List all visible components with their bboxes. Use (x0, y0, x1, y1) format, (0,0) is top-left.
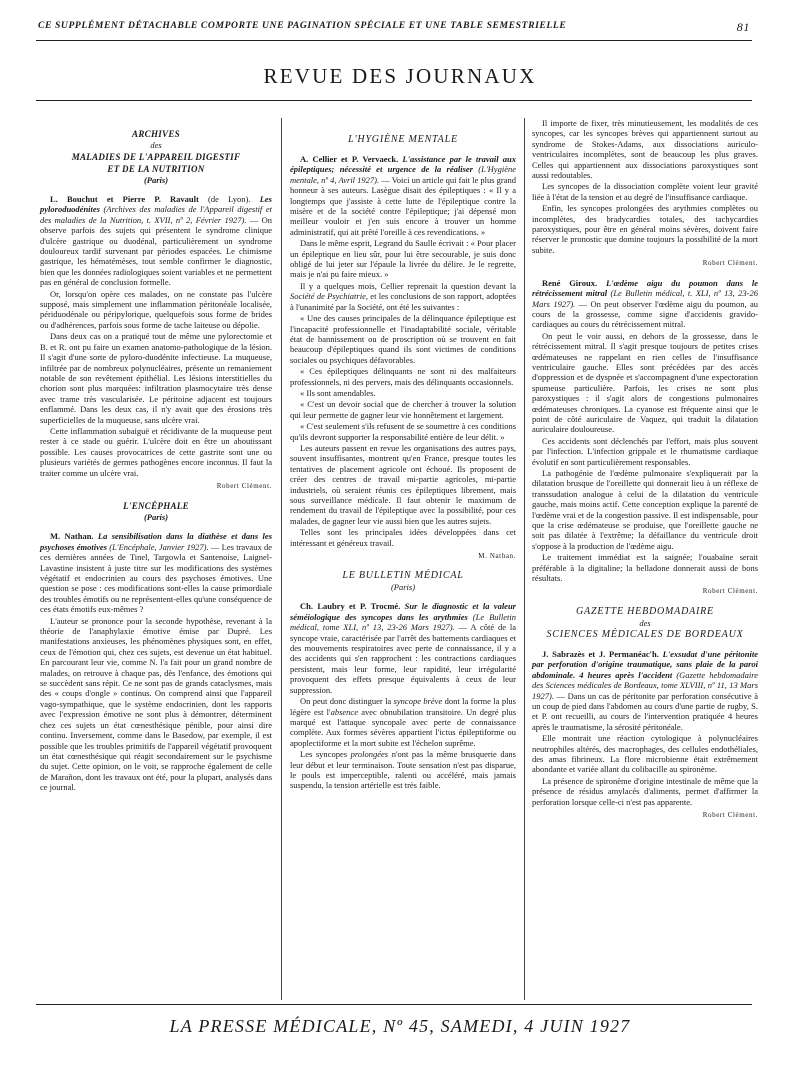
article-title: L'exsudat d'une péritonite par perforation d'origine traumatique, sans plaie de la paroi abdominale. 4 heures après l'accident (532, 648, 758, 680)
article-paragraph: Dans le même esprit, Legrand du Saulle écrivait : « Pour placer un épileptique en lieu sûr, pour lui être secourable, je suis donc obligé de lui jeter sur l'épaule la livrée du délire. Je le regrette, mais je n'ai pu faire mieux. » (290, 238, 516, 280)
article-reference: (Gazette hebdomadaire des Sciences médicales de Bordeaux, tome XLVIII, nº 11, 13 Mars 1927). (532, 669, 758, 701)
article-title: Les pyloroduodénites (40, 194, 272, 215)
section-place: (Paris) (143, 512, 169, 523)
article-authors: René Giroux. (542, 277, 598, 288)
article-paragraph: Or, lorsqu'on opère ces malades, on ne constate pas l'ulcère supposé, mais simplement une inflammation péritonéale localisée, périduodénale ou péripylorique, quelquefois sous forme de brides ou d'adhérences, parfois sous forme de tache laiteuse ou dépolie. (40, 288, 272, 330)
column-1 (40, 128, 272, 794)
article-paragraph: On peut le voir aussi, en dehors de la grossesse, dans le rétrécissement mitral. Il s'agit presque toujours de petites crises œdémateuses ne rappelant en rien celles de l'insuffisance ventriculaire gauche. Elles sont précédées par des accès d'oppression et de dyspnée et s'accompagnent d'une expectoration spumeuse particulière. Parfois, les crises ne sont plus paroxystiques : il s'agit alors de congestions pulmonaires œdémateuses chroniques. La cyanose est fréquente ainsi que le point de côté auriculaire de Vaquez, qui traduit la dilatation auriculaire douloureuse. (532, 330, 758, 435)
article-paragraph: Il y a quelques mois, Cellier reprenait la question devant la Société de Psychiatrie, et les conclusions de son rapport, adoptées à l'unanimité par la Société, ont été les suivantes : (290, 280, 517, 312)
section-title: ET DE LA NUTRITION (107, 164, 205, 174)
section-title: ARCHIVES (132, 129, 180, 139)
header-rule (36, 40, 752, 41)
signature: Robert Clément. (216, 481, 272, 490)
section-title: GAZETTE HEBDOMADAIRE (576, 605, 714, 617)
section-place: (Paris) (143, 175, 169, 185)
signature: M. Nathan. (478, 552, 516, 561)
article-paragraph: « C'est seulement s'ils refusent de se soumettre à ces conditions qu'ils devront supporter la responsabilité entière de leur délit. » (290, 421, 516, 442)
article-title: Sur le diagnostic et la valeur séméiologique des syncopes dans les arythmies (290, 601, 516, 622)
article-paragraph: Ces accidents sont déclenchés par l'effort, mais plus souvent par l'infection. L'infection grippale et le rhumatisme cardiaque évolutif en sont particulièrement responsables. (532, 435, 758, 467)
running-header (38, 20, 750, 36)
signature: Robert Clément. (702, 810, 758, 819)
header-notice: CE SUPPLÉMENT DÉTACHABLE COMPORTE UNE PAGINATION SPÉCIALE ET UNE TABLE SEMESTRIELLE (38, 20, 567, 31)
article-paragraph: M. Nathan. La sensibilisation dans la diathèse et dans les psychoses émotives (L'Encéphale, Janvier 1927). — Les travaux de ces dernières années de Tinel, Targowla et Santenoise, Laignel-Lavastine insistent à juste titre sur les modifications des systèmes végétatif et endocrinien au cours des psychoses émotives. Une question se pose : ces modifications sont-elles la cause primordiale des troubles émotifs ou ne représentent-elles qu'une conséquence de ces états émotifs eux-mêmes ? (40, 531, 272, 615)
article-authors: A. Cellier et P. Vervaeck. (300, 154, 399, 164)
article-authors: L. Bouchut et Pierre P. Ravault (50, 194, 199, 204)
article-paragraph: A. Cellier et P. Vervaeck. L'assistance par le travail aux épileptiques; nécessité et urgence de la réaliser (L'Hygiène mentale, nº 4, Avril 1927). — Voici un article qui fait le plus grand honneur à ses auteurs. Lasègue disait des épileptiques : « Il y a longtemps que j'assiste à cette lutte de l'épileptique contre la misère et de la société contre l'épileptique; j'ai dépensé mon meilleur vouloir et j'en suis encore à trouver un homme administratif, qui ait prêté l'oreille à ces revendications. » (290, 154, 517, 237)
article-paragraph: Ch. Laubry et P. Trocmé. Sur le diagnostic et la valeur séméiologique des syncopes dans les arythmies (Le Bulletin médical, tome XLI, nº 13, 23-26 Mars 1927). — A côté de la syncope vraie, caractérisée par l'arrêt des battements cardiaques et des mouvements respiratoires avec perte de connaissance, il y a des accidents qui s'en rapprochent : les contractions cardiaques persistent, mais leur forme, leur rapidité, leur irrégularité provoquent des effets presque équivalents à ceux de leur suppression. (290, 601, 517, 695)
article-paragraph: On peut donc distinguer la syncope brève dont la forme la plus légère est l'absence avec obnubilation transitoire. Un degré plus marqué est l'attaque syncopale avec perte de connaissance complète. Aux formes sévères appartient l'ictus épileptiforme ou apoplectiforme et la mort subite est l'échelon suprême. (290, 696, 517, 748)
section-title: L'HYGIÈNE MENTALE (348, 134, 458, 145)
article-paragraph: Les auteurs passent en revue les organisations des autres pays, souvent insuffisantes, montrent qu'en France, presque toutes les tentatives de placement agricole ont échoué. Ils proposent de créer des centres de travail mi-partie agricoles, mi-partie industriels, où seraient réunis ces épileptiques librement, mais sous surveillance médicale. Il faut obtenir le maximum de rendement du travail de l'épileptique avec la possibilité, pour ces malades, de gagner leur vie aussi bien que les autres sujets. (290, 442, 516, 526)
section-title: L'ENCÉPHALE (123, 501, 189, 512)
article-paragraph: La présence de spironème d'origine intestinale de même que la présence de résidus amylacés d'aliments, permet d'affirmer la perforation lorsque celle-ci n'est pas apparente. (532, 775, 758, 807)
masthead-rule (36, 100, 752, 101)
article-paragraph: René Giroux. L'œdème aigu du poumon dans le rétrécissement mitral (Le Bulletin médical, t. XLI, nº 13, 23-26 Mars 1927). — On peut observer l'œdème aigu du poumon, au cours de la grossesse, comme signe d'accidents gravido-cardiaques au cours du rétrécissement mitral. (532, 277, 759, 330)
article-paragraph: Il importe de fixer, très minutieusement, les modalités de ces syncopes, car les syncopes brèves qui appartiennent surtout au syndrome de Stokes-Adams, aux dissociations auriculo-ventriculaires incomplètes, sont de beaucoup les plus graves. Celles qui appartiennent aux dissociations paroxystiques sont aussi redoutables. (532, 118, 758, 181)
column-divider-2 (524, 118, 525, 1000)
section-title: MALADIES DE L'APPAREIL DIGESTIF (71, 152, 241, 162)
article-authors: M. Nathan. (50, 531, 94, 542)
article-title: L'œdème aigu du poumon dans le rétrécissement mitral (532, 277, 759, 299)
article-paragraph: Enfin, les syncopes prolongées des arythmies complètes ou incomplètes, des bradycardies totales, des tachycardies paroxystiques, pour être en général moins sévères, doivent faire réserver le pronostic que domine toujours la possibilité de la mort subite. (532, 203, 758, 255)
article-reference: (L'Encéphale, Janvier 1927). (109, 541, 209, 552)
article-paragraph: L. Bouchut et Pierre P. Ravault (de Lyon). Les pyloroduodénites (Archives des maladies de l'Appareil digestif et des maladies de la Nutrition, t. XVII, nº 2, Février 1927). — On observe parfois des sujets qui présentent le syndrome clinique d'ulcère gastrique ou duodénal, particulièrement un syndrome douloureux tardif survenant par périodes espacées. Le chimisme gastrique, les hématémèses, tout semble confirmer le diagnostic, bien que les données radiologiques soient variables et ne permettent pas en général de conclusion formelle. (40, 194, 273, 288)
article-paragraph: Les syncopes prolongées n'ont pas la même brusquerie dans leur début et leur terminaison. Toute sensation n'est pas disparue, le pouls est imperceptible, ralenti ou accéléré, mais jamais suspendu, la tension artérielle est très faible. (290, 749, 516, 791)
signature: Robert Clément. (702, 587, 758, 596)
article-paragraph: « Ces épileptiques délinquants ne sont ni des malfaiteurs professionnels, ni des pervers, mais des délinquants occasionnels. (290, 366, 516, 387)
section-title: des (150, 140, 162, 150)
article-paragraph: L'auteur se prononce pour la seconde hypothèse, revenant à la théorie de l'anaphylaxie émotive émise par Dupré. Les manifestations anxieuses, les phénomènes physiques sont, en effet, ceux de l'émotion qui, chez ces sujets, est devenue un état habituel. En parcourant leur vie, comme N. l'a fait pour un grand nombre de malades, on retrouve à chaque pas, dès l'enfance, des émotions qui se succèdent sans répit. Ce ne sont pas de grands cataclysmes, mais des « coups d'ongle » continus. On comprend ainsi que l'appareil vago-sympathique, que le système endocrinien, dont les rapports avec l'expression émotive ne sont plus à démontrer, déterminent chez ces sujets un état cœnesthésique pénible, pour ainsi dire continu. Inversement, comme dans le Basedow, par exemple, il est possible que les troubles primitifs de l'appareil végétatif provoquent un état cœnesthésique qui réagit secondairement sur le psychisme du sujet. Cette opinion, on le voit, se rapproche également de celle de Marañon, dont les travaux ont été, pour la plupart, analysés dans ce journal. (40, 615, 272, 793)
article-title: La sensibilisation dans la diathèse et dans les psychoses émotives (40, 531, 272, 552)
article-paragraph: « Une des causes principales de la délinquance épileptique est l'incapacité professionnelle et l'inadaptabilité sociale, véritable état de bannissement ou de proscription où se trouvent en fait beaucoup d'épileptiques quand ils sont victimes de conditions sociales ou psychiques défavorables. (290, 313, 516, 365)
column-divider-1 (281, 118, 282, 1000)
article-reference: (Le Bulletin médical, tome XLI, nº 13, 23-26 Mars 1927). (290, 611, 517, 633)
article-authors: Ch. Laubry et P. Trocmé. (300, 601, 401, 612)
article-reference: (Archives des maladies de l'Appareil digestif et des maladies de la Nutrition, t. XVII, nº 2, Février 1927). (40, 204, 272, 225)
article-paragraph: « C'est un devoir social que de chercher à trouver la solution qui leur permette de gagner leur vie honnêtement et largement. (290, 399, 516, 420)
article-paragraph: J. Sabrazès et J. Permanéac'h. L'exsudat d'une péritonite par perforation d'origine traumatique, sans plaie de la paroi abdominale. 4 heures après l'accident (Gazette hebdomadaire des Sciences médicales de Bordeaux, tome XLVIII, nº 11, 13 Mars 1927). — Dans un cas de péritonite par perforation consécutive à un coup de pied dans l'abdomen au cours d'une partie de rugby, S. et P. ont recueilli, au cours de l'intervention pratiquée 4 heures après le traumatisme, la sérosité péritonéale. (532, 648, 758, 732)
section-title: SCIENCES MÉDICALES DE BORDEAUX (546, 628, 744, 640)
article-paragraph: « Ils sont amendables. (300, 387, 376, 398)
signature: Robert Clément. (702, 259, 758, 268)
section-title: LE BULLETIN MÉDICAL (342, 570, 464, 582)
article-title: L'assistance par le travail aux épileptiques; nécessité et urgence de la réaliser (290, 154, 517, 175)
article-paragraph: Cette inflammation subaiguë et récidivante de la muqueuse peut rester à ce stade ou guérir. L'ulcère doit en être un aboutissant possible. Les causes provocatrices de cette gastrite sont une ou plusieurs variétés de germes pathogènes encore inconnus. Il faut la traiter comme un ulcère vrai. (40, 425, 272, 478)
article-paragraph: Telles sont les principales idées développées dans cet intéressant et généreux travail. (290, 527, 516, 548)
article-paragraph: Dans deux cas on a pratiqué tout de même une pylorectomie et B. et R. ont pu faire un examen anatomo-pathologique de la lésion. Il s'agit d'une sorte de pyloro-duodénite infectieuse. La muqueuse, infiltrée par de nombreux polynucléaires, présente un remaniement notable de son revêtement épithélial. Les lésions interstitielles du chorion sont plus marquées: infiltration plasmocytaire très dense avec trame très vascularisée. Le péritoine adjacent est toujours enflammé. Dans les deux cas, il n'y avait que des érosions très superficielles de la muqueuse, sans ulcère vrai. (40, 331, 272, 425)
article-paragraph: Le traitement immédiat est la saignée; l'ouabaïne serait préférable à la digitaline; la belladone donnerait aussi de bons résultats. (532, 552, 758, 584)
page-number: 81 (736, 20, 750, 34)
footer-rule (36, 1004, 752, 1005)
article-paragraph: La pathogénie de l'œdème pulmonaire s'expliquerait par la dilatation brusque de l'oreillette qui donnerait lieu à un réflexe de transsudation analogue à celui de la dilatation du ventricule gauche, mais moins actif. Cette conception explique la parenté de l'œdème vrai et de la congestion passive. Il est indispensable, pour que la crise œdémateuse se produise, que l'oreillette gauche ne soit pas dilatée à l'extrême; la défaillance du ventricule droit s'oppose à la production de l'œdème aigu. (532, 468, 758, 551)
footer-title: LA PRESSE MÉDICALE, Nº 45, SAMEDI, 4 JUIN 1927 (169, 1016, 631, 1036)
article-paragraph: Les syncopes de la dissociation complète voient leur gravité liée à l'état de la tension et au degré de l'insuffisance cardiaque. (532, 181, 758, 202)
section-place: (Paris) (390, 582, 416, 593)
article-authors: J. Sabrazès et J. Permanéac'h. (542, 648, 659, 659)
column-3 (532, 118, 758, 829)
article-paragraph: Elle montrait une réaction cytologique à polynucléaires neutrophiles altérés, des macrophages, des cellules endothéliales, des amas fibrineux. La flore microbienne était extrêmement abondante et variée allant du colibacille au spironème. (532, 733, 758, 775)
article-reference: (Le Bulletin médical, t. XLI, nº 13, 23-26 Mars 1927). (532, 288, 758, 309)
article-reference: (L'Hygiène mentale, nº 4, Avril 1927). (290, 164, 516, 185)
section-title: des (639, 617, 651, 628)
column-2 (290, 134, 516, 792)
masthead-title: REVUE DES JOURNAUX (263, 64, 537, 88)
